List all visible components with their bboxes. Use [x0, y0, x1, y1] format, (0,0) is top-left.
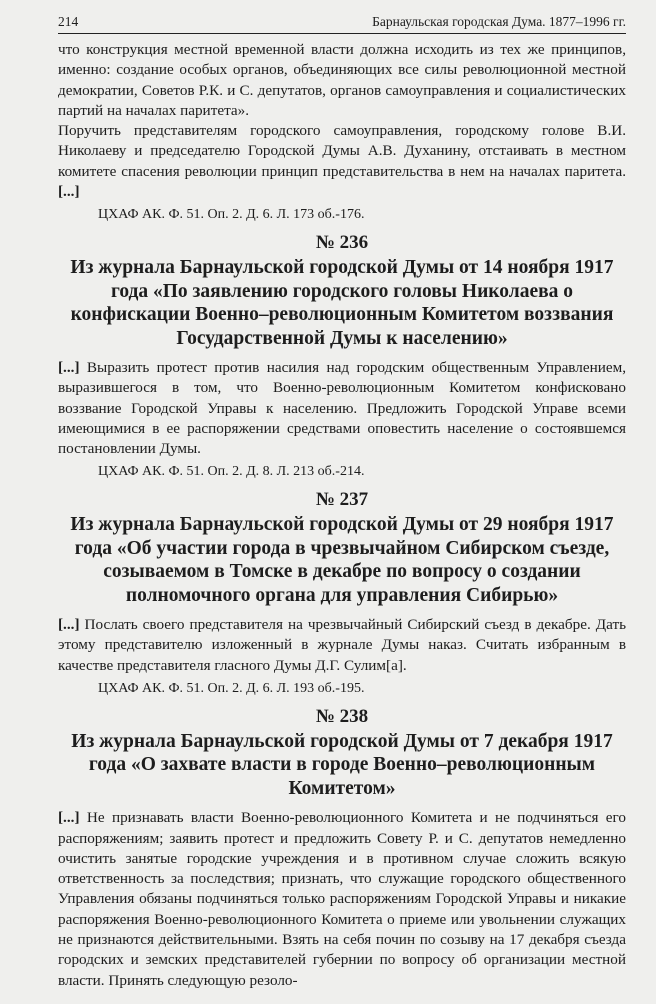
document-title: Из журнала Барнаульской городской Думы от 14 ноября 1917 года «По заявлению городского головы Николаева о конфискации Военно–революционным Комитетом воззвания Государственной Думы к населению» — [70, 257, 614, 349]
document-body — [58, 358, 626, 459]
archive-source: ЦХАФ АК. Ф. 51. Оп. 2. Д. 6. Л. 173 об.-176. — [98, 207, 365, 223]
document-236 — [58, 232, 626, 481]
running-title: Барнаульская городская Дума. 1877–1996 гг. — [372, 14, 626, 29]
intro-paragraph-2 — [58, 121, 626, 202]
archive-source: ЦХАФ АК. Ф. 51. Оп. 2. Д. 8. Л. 213 об.-214. — [98, 464, 365, 480]
document-number: № 236 — [315, 232, 369, 254]
intro-section — [58, 40, 626, 224]
ellipsis-marker: [...] — [58, 359, 80, 376]
document-237 — [58, 489, 626, 698]
intro-text-2: Поручить представителям городского самоуправления, городскому голове В.И. Николаеву и председателю Городской Думы А.В. Духанину, отстаивать в местном комитете спасения революции принцип представительства в нем на началах паритета. — [58, 122, 626, 180]
document-body-text: Послать своего представителя на чрезвычайный Сибирский съезд в декабре. Дать этому представителю изложенный в журнале Думы наказ. Считать избранным в качестве представителя гласного Думы Д.Г. Сулим[а]. — [58, 616, 627, 674]
document-body — [58, 808, 626, 991]
document-number: № 237 — [315, 489, 369, 511]
document-body — [58, 615, 626, 676]
document-number: № 238 — [315, 706, 369, 727]
archive-source: ЦХАФ АК. Ф. 51. Оп. 2. Д. 6. Л. 193 об.-195. — [98, 681, 365, 696]
running-header — [58, 14, 626, 34]
page-number: 214 — [58, 14, 79, 29]
intro-ellipsis: [...] — [58, 183, 80, 201]
ellipsis-marker: [...] — [58, 809, 80, 827]
intro-text: что конструкция местной временной власти должна исходить из тех же принципов, именно: создание особых органов, объединяющих все силы революционной местной демократии, Советов Р.К. и С. депутатов, органов самоуправления и социалистических партий на началах паритета». — [58, 41, 626, 119]
document-238 — [58, 706, 626, 991]
document-body-text: Не признавать власти Военно-революционного Комитета и не подчиняться его распоряжениям; заявить протест и предложить Совету Р. и С. депутатов немедленно очистить занятые городские учреждения и в противном случае сложить всякую ответственность за последствия; признать, что служащие городского общественного Управления обязаны подчиняться только распоряжениям Городской Управы и никакие распоряжения Военно-революционного Комитета о приеме или увольнении служащих не признаются действительными. Взять на себя почин по созыву на 17 декабря съезда городских и земских представителей губернии по вопросу об организации местной власти. Принять следующую резоло- — [58, 809, 626, 989]
ellipsis-marker: [...] — [58, 616, 80, 634]
document-title: Из журнала Барнаульской городской Думы от 29 ноября 1917 года «Об участии города в чрезвычайном Сибирском съезде, созываемом в Томске в декабре по вопросу о создании полномочного органа для управления Сибирью» — [70, 514, 614, 606]
intro-paragraph — [58, 40, 626, 121]
document-body-text: Выразить протест против насилия над городским общественным Управлением, выразившегося в том, что Военно-революционным Комитетом конфисковано воззвание Городской Управы к населению. Предложить Городской Управе всеми имеющимися в ее распоряжении средствами оповестить население о состоявшемся постановлении Думы. — [58, 359, 627, 458]
document-title: Из журнала Барнаульской городской Думы от 7 декабря 1917 года «О захвате власти в городе Военно–революционным Комитетом» — [71, 731, 613, 799]
